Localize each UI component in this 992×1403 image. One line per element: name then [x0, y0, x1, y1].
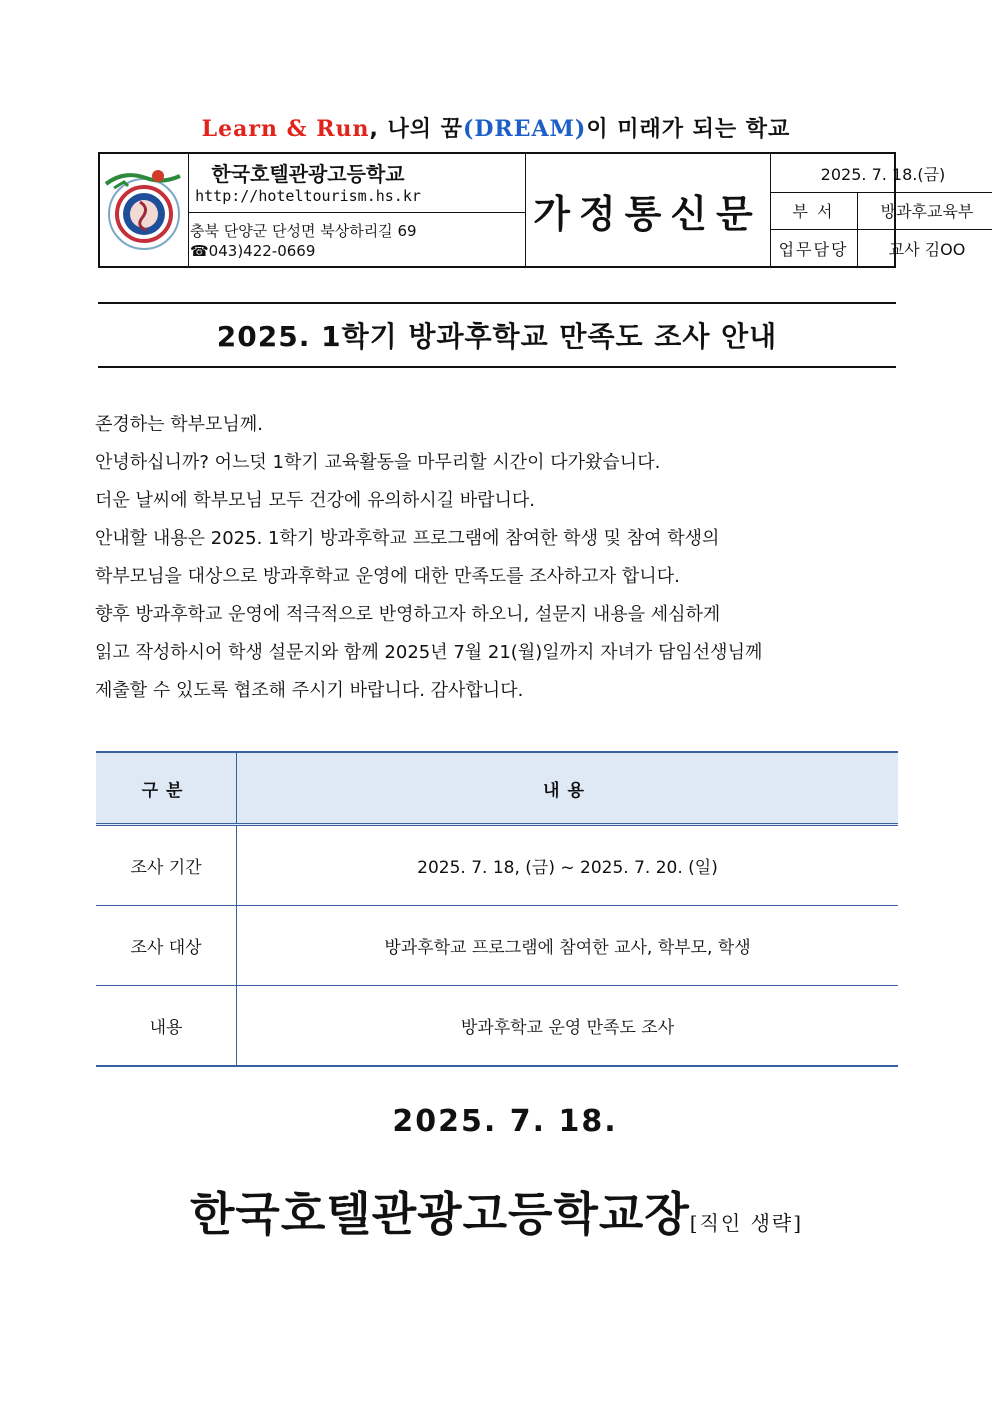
body-line: 안내할 내용은 2025. 1학기 방과후학교 프로그램에 참여한 학생 및 참여 학생의	[95, 528, 720, 549]
motto-comma: ,	[369, 117, 379, 142]
school-url[interactable]: http://hoteltourism.hs.kr	[195, 187, 421, 205]
row-value: 방과후학교 운영 만족도 조사	[237, 986, 899, 1067]
motto-run: Run	[316, 116, 370, 142]
row-label: 내용	[96, 986, 237, 1067]
motto-text1: 나의 꿈	[387, 117, 463, 142]
table-header-row	[96, 752, 898, 825]
divider	[188, 212, 525, 213]
school-phone: ☎043)422-0669	[190, 242, 316, 260]
body-text	[95, 406, 895, 710]
school-info	[188, 154, 526, 266]
doc-title: 가정통신문	[525, 154, 771, 266]
footer-signature	[190, 1178, 803, 1244]
survey-table	[96, 751, 898, 1067]
body-line: 학부모님을 대상으로 방과후학교 운영에 대한 만족도를 조사하고자 합니다.	[95, 566, 680, 587]
staff-value: 교사 김OO	[888, 240, 966, 259]
motto-text2: 이 미래가 되는 학교	[586, 117, 791, 142]
school-address: 충북 단양군 단성면 북상하리길 69	[190, 222, 417, 240]
principal-title: 한국호텔관광고등학교장	[190, 1187, 690, 1241]
notice-title: 2025. 1학기 방과후학교 만족도 조사 안내	[98, 302, 896, 368]
dept-value: 방과후교육부	[880, 202, 974, 221]
table-row	[96, 906, 898, 986]
school-logo	[100, 154, 189, 266]
body-line: 더운 날씨에 학부모님 모두 건강에 유의하시길 바랍니다.	[95, 490, 535, 511]
body-line: 읽고 작성하시어 학생 설문지와 함께 2025년 7월 21(월)일까지 자녀가 담임선생님께	[95, 642, 763, 663]
body-line: 향후 방과후학교 운영에 적극적으로 반영하고자 하오니, 설문지 내용을 세심하게	[95, 604, 721, 625]
row-label: 조사 기간	[96, 825, 237, 906]
row-value: 2025. 7. 18, (금) ~ 2025. 7. 20. (일)	[237, 825, 899, 906]
footer-date: 2025. 7. 18.	[392, 1104, 618, 1139]
motto-dream: (DREAM)	[462, 116, 587, 142]
dept-row	[770, 192, 992, 230]
dept-label: 부 서	[770, 192, 858, 229]
col-header-content: 내용	[237, 752, 899, 825]
school-name: 한국호텔관광고등학교	[211, 162, 405, 186]
school-motto	[0, 112, 992, 143]
staff-label: 업무담당	[770, 230, 858, 267]
row-value: 방과후학교 프로그램에 참여한 교사, 학부모, 학생	[237, 906, 899, 986]
table-row	[96, 825, 898, 906]
staff-row	[770, 230, 992, 267]
doc-date: 2025. 7. 18.(금)	[770, 154, 992, 193]
body-line: 존경하는 학부모님께.	[95, 414, 263, 435]
header-box	[98, 152, 974, 268]
row-label: 조사 대상	[96, 906, 237, 986]
body-line: 안녕하십니까? 어느덧 1학기 교육활동을 마무리할 시간이 다가왔습니다.	[95, 452, 661, 473]
doc-info	[770, 154, 974, 266]
motto-learn: Learn	[201, 116, 278, 142]
body-line: 제출할 수 있도록 협조해 주시기 바랍니다. 감사합니다.	[95, 680, 524, 701]
col-header-category: 구분	[96, 752, 237, 825]
table-row	[96, 986, 898, 1067]
seal-note: [직인 생략]	[689, 1211, 804, 1235]
motto-amp: &	[286, 116, 308, 142]
